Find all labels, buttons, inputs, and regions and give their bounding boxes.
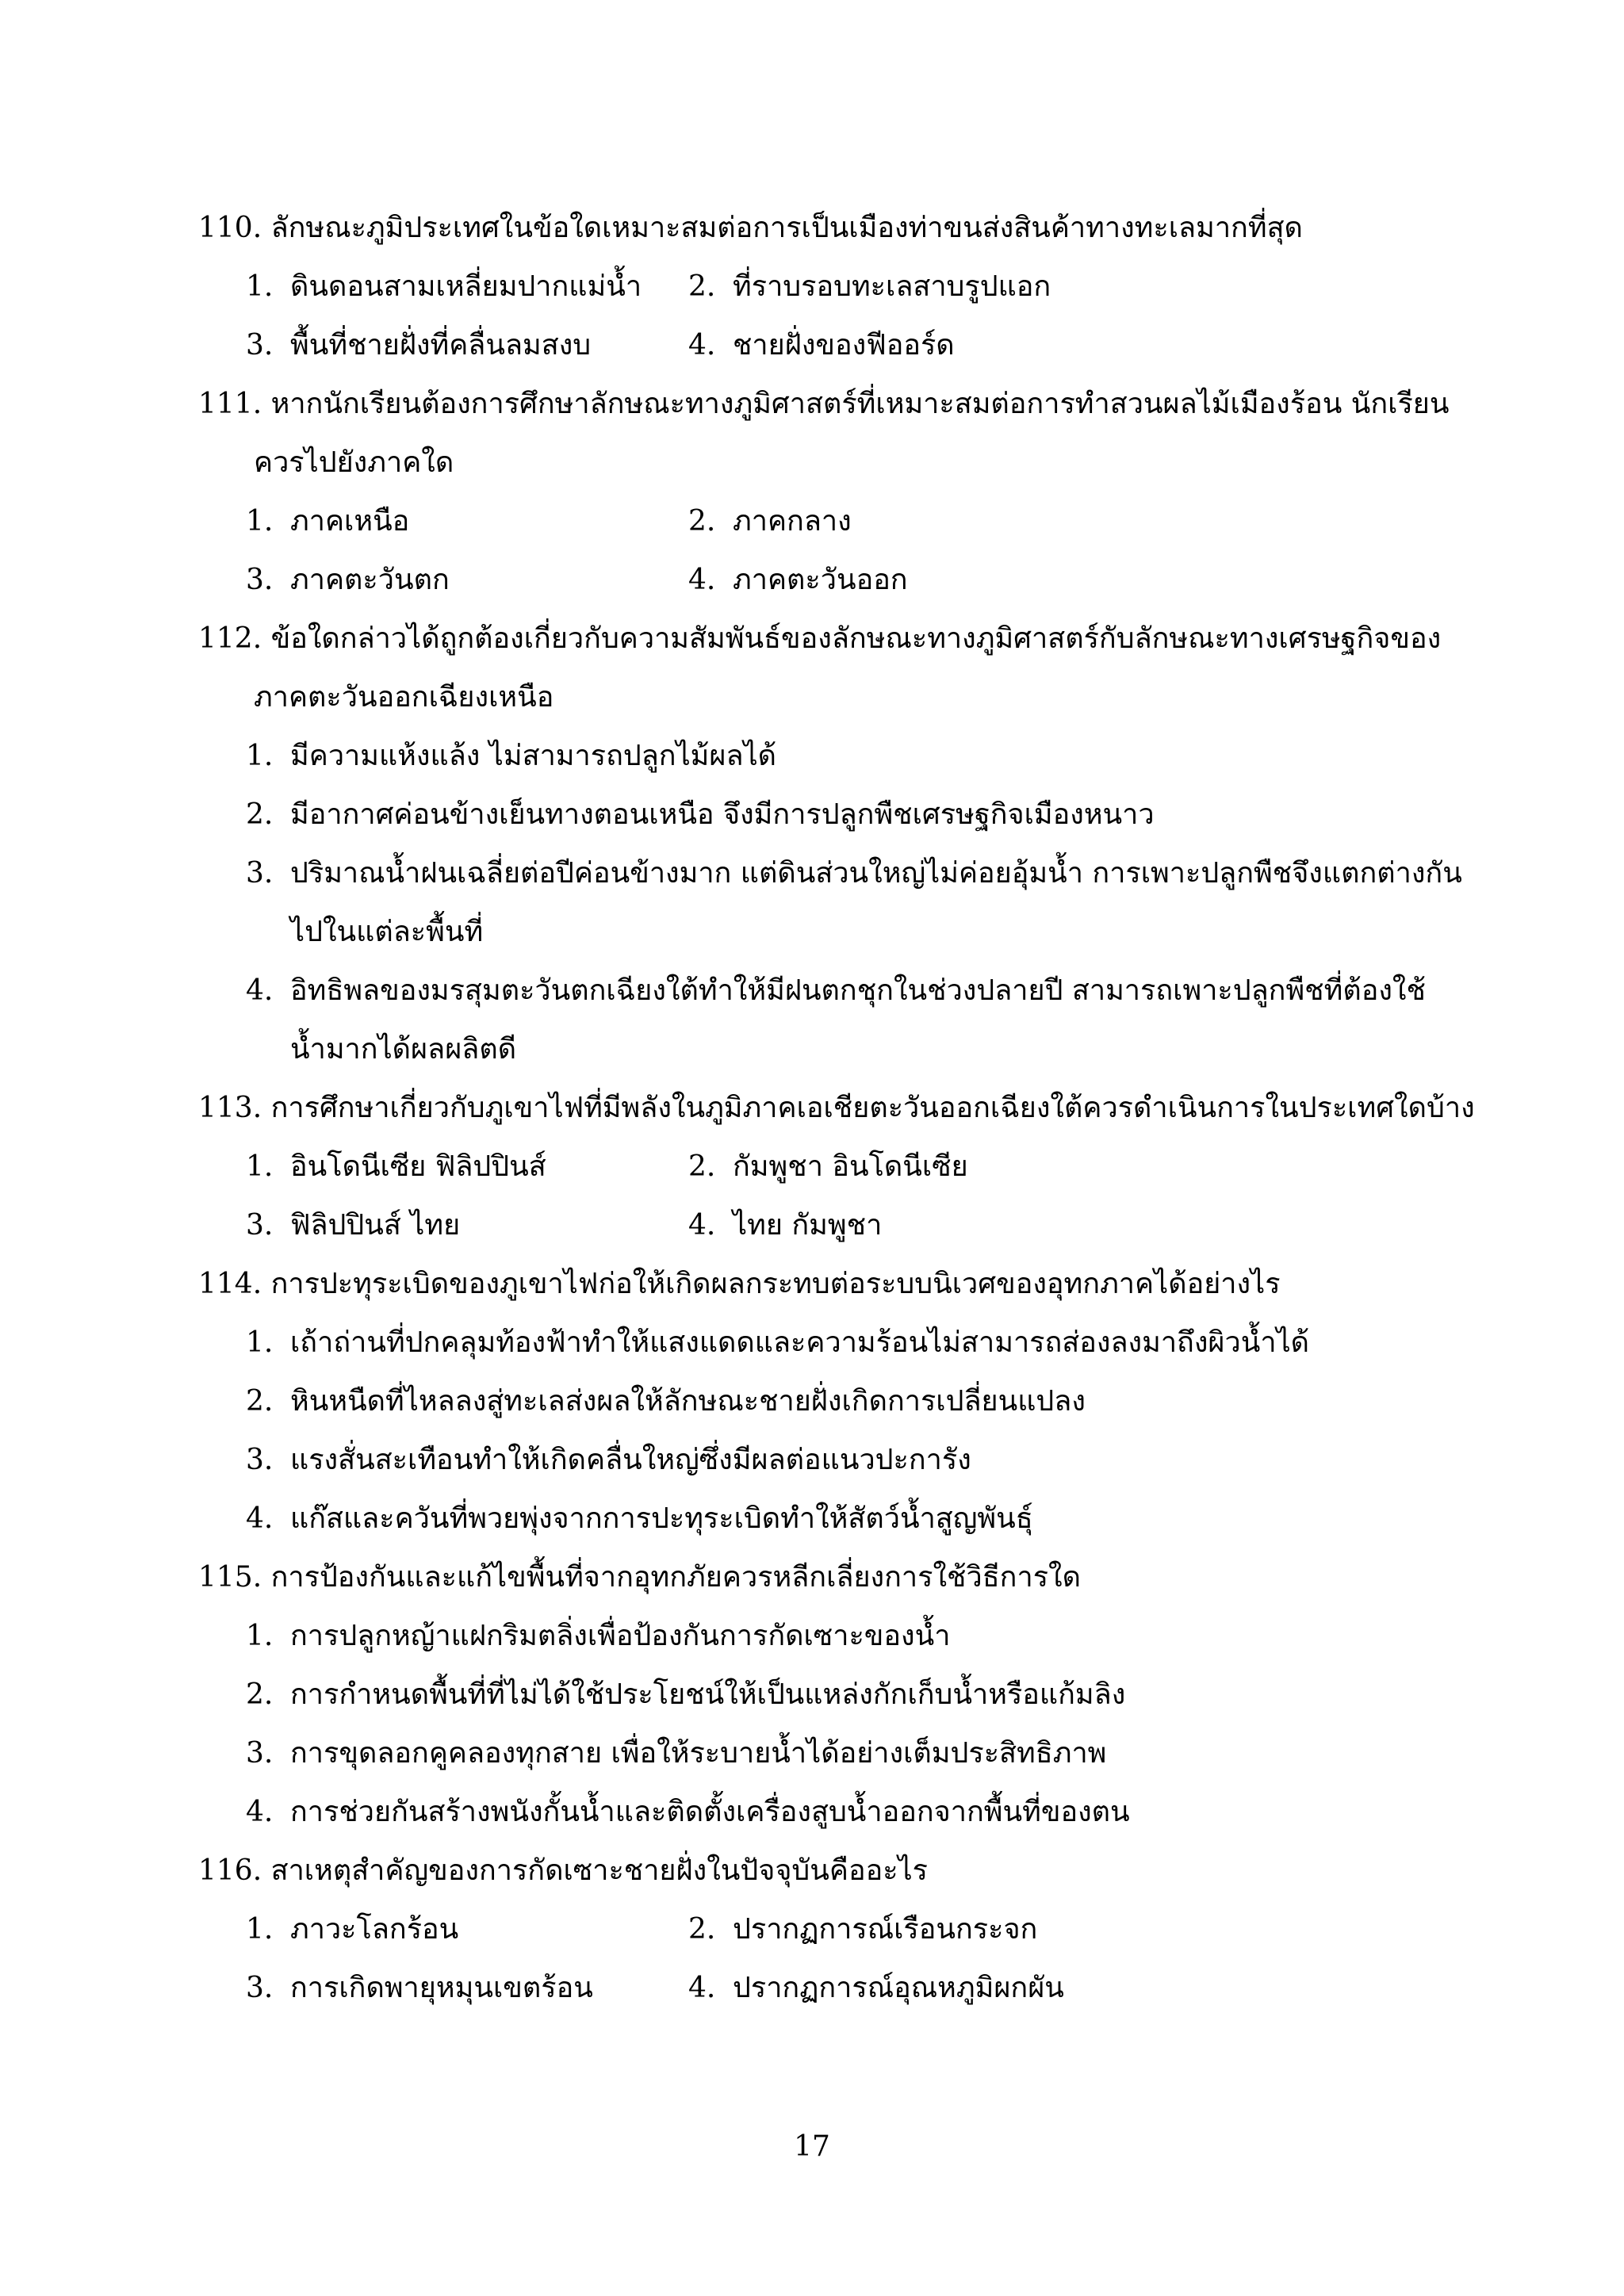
question-number: 116. (198, 1854, 262, 1887)
option-4-continued: น้ำมากได้ผลผลิตดี (290, 1033, 517, 1066)
option-1: 1. มีความแห้งแล้ง ไม่สามารถปลูกไม้ผลได้ (246, 740, 777, 772)
question-stem (198, 620, 1441, 658)
option-1: 1. เถ้าถ่านที่ปกคลุมท้องฟ้าทำให้แสงแดดและความร้อนไม่สามารถส่องลงมาถึงผิวน้ำได้ (246, 1326, 1310, 1359)
question-number: 114. (198, 1268, 262, 1300)
option-3: 3. ปริมาณน้ำฝนเฉลี่ยต่อปีค่อนข้างมาก แต่ดินส่วนใหญ่ไม่ค่อยอุ้มน้ำ การเพาะปลูกพืชจึงแตกต่างกัน (246, 857, 1462, 890)
option-3-continued: ไปในแต่ละพื้นที่ (290, 916, 484, 948)
question-text-continued: ภาคตะวันออกเฉียงเหนือ (254, 681, 554, 714)
question-number: 111. (198, 388, 262, 420)
question-number: 115. (198, 1561, 262, 1594)
question-stem (198, 385, 1450, 423)
option-2: 2. ภาคกลาง (688, 505, 852, 538)
option-2: 2. การกำหนดพื้นที่ที่ไม่ได้ใช้ประโยชน์ให้เป็นแหล่งกักเก็บน้ำหรือแก้มลิง (246, 1678, 1126, 1711)
question-stem (198, 1852, 928, 1890)
option-1: 1. ภาคเหนือ (246, 505, 410, 538)
option-2: 2. มีอากาศค่อนข้างเย็นทางตอนเหนือ จึงมีการปลูกพืชเศรษฐกิจเมืองหนาว (246, 798, 1155, 831)
question-text-continued: ควรไปยังภาคใด (254, 446, 454, 479)
option-2: 2. ปรากฏการณ์เรือนกระจก (688, 1913, 1038, 1946)
option-3: 3. ฟิลิปปินส์ ไทย (246, 1209, 461, 1242)
option-3: 3. ภาคตะวันตก (246, 564, 450, 596)
option-1: 1. อินโดนีเซีย ฟิลิปปินส์ (246, 1150, 546, 1183)
question-stem (198, 1089, 1475, 1127)
question-stem (198, 1559, 1081, 1597)
question-number: 113. (198, 1092, 262, 1124)
question-text: ข้อใดกล่าวได้ถูกต้องเกี่ยวกับความสัมพันธ์ของลักษณะทางภูมิศาสตร์กับลักษณะทางเศรษฐกิจของ (270, 622, 1442, 655)
option-4: 4. ไทย กัมพูชา (688, 1209, 883, 1242)
option-2: 2. ที่ราบรอบทะเลสาบรูปแอก (688, 270, 1051, 303)
question-text: การป้องกันและแก้ไขพื้นที่จากอุทกภัยควรหลีกเลี่ยงการใช้วิธีการใด (270, 1561, 1081, 1594)
option-4: 4. ภาคตะวันออก (688, 564, 908, 596)
option-4: 4. ชายฝั่งของฟีออร์ด (688, 329, 955, 362)
option-1: 1. ดินดอนสามเหลี่ยมปากแม่น้ำ (246, 270, 642, 303)
question-stem (198, 209, 1303, 247)
option-3: 3. การขุดลอกคูคลองทุกสาย เพื่อให้ระบายน้ำได้อย่างเต็มประสิทธิภาพ (246, 1737, 1107, 1770)
question-text: การปะทุระเบิดของภูเขาไฟก่อให้เกิดผลกระทบต่อระบบนิเวศของอุทกภาคได้อย่างไร (270, 1268, 1281, 1300)
question-stem (198, 1265, 1281, 1303)
option-4: 4. แก๊สและควันที่พวยพุ่งจากการปะทุระเบิดทำให้สัตว์น้ำสูญพันธุ์ (246, 1502, 1033, 1535)
option-2: 2. หินหนืดที่ไหลลงสู่ทะเลส่งผลให้ลักษณะชายฝั่งเกิดการเปลี่ยนแปลง (246, 1385, 1086, 1418)
option-4: 4. ปรากฏการณ์อุณหภูมิผกผัน (688, 1972, 1064, 2004)
option-1: 1. การปลูกหญ้าแฝกริมตลิ่งเพื่อป้องกันการกัดเซาะของน้ำ (246, 1620, 951, 1652)
question-text: สาเหตุสำคัญของการกัดเซาะชายฝั่งในปัจจุบันคืออะไร (270, 1854, 928, 1887)
question-text: การศึกษาเกี่ยวกับภูเขาไฟที่มีพลังในภูมิภาคเอเชียตะวันออกเฉียงใต้ควรดำเนินการในประเทศใดบ้าง (270, 1092, 1475, 1124)
question-number: 112. (198, 622, 262, 655)
option-4: 4. อิทธิพลของมรสุมตะวันตกเฉียงใต้ทำให้มีฝนตกชุกในช่วงปลายปี สามารถเพาะปลูกพืชที่ต้องใช้ (246, 974, 1426, 1007)
option-4: 4. การช่วยกันสร้างพนังกั้นน้ำและติดตั้งเครื่องสูบน้ำออกจากพื้นที่ของตน (246, 1796, 1130, 1828)
option-3: 3. พื้นที่ชายฝั่งที่คลื่นลมสงบ (246, 329, 592, 362)
option-3: 3. แรงสั่นสะเทือนทำให้เกิดคลื่นใหญ่ซึ่งมีผลต่อแนวปะการัง (246, 1444, 971, 1476)
question-number: 110. (198, 212, 262, 244)
question-text: ลักษณะภูมิประเทศในข้อใดเหมาะสมต่อการเป็นเมืองท่าขนส่งสินค้าทางทะเลมากที่สุด (270, 212, 1303, 244)
option-1: 1. ภาวะโลกร้อน (246, 1913, 459, 1946)
option-3: 3. การเกิดพายุหมุนเขตร้อน (246, 1972, 593, 2004)
option-2: 2. กัมพูชา อินโดนีเซีย (688, 1150, 968, 1183)
page-number: 17 (794, 2130, 830, 2163)
question-text: หากนักเรียนต้องการศึกษาลักษณะทางภูมิศาสตร์ที่เหมาะสมต่อการทำสวนผลไม้เมืองร้อน นักเรียน (270, 388, 1450, 420)
